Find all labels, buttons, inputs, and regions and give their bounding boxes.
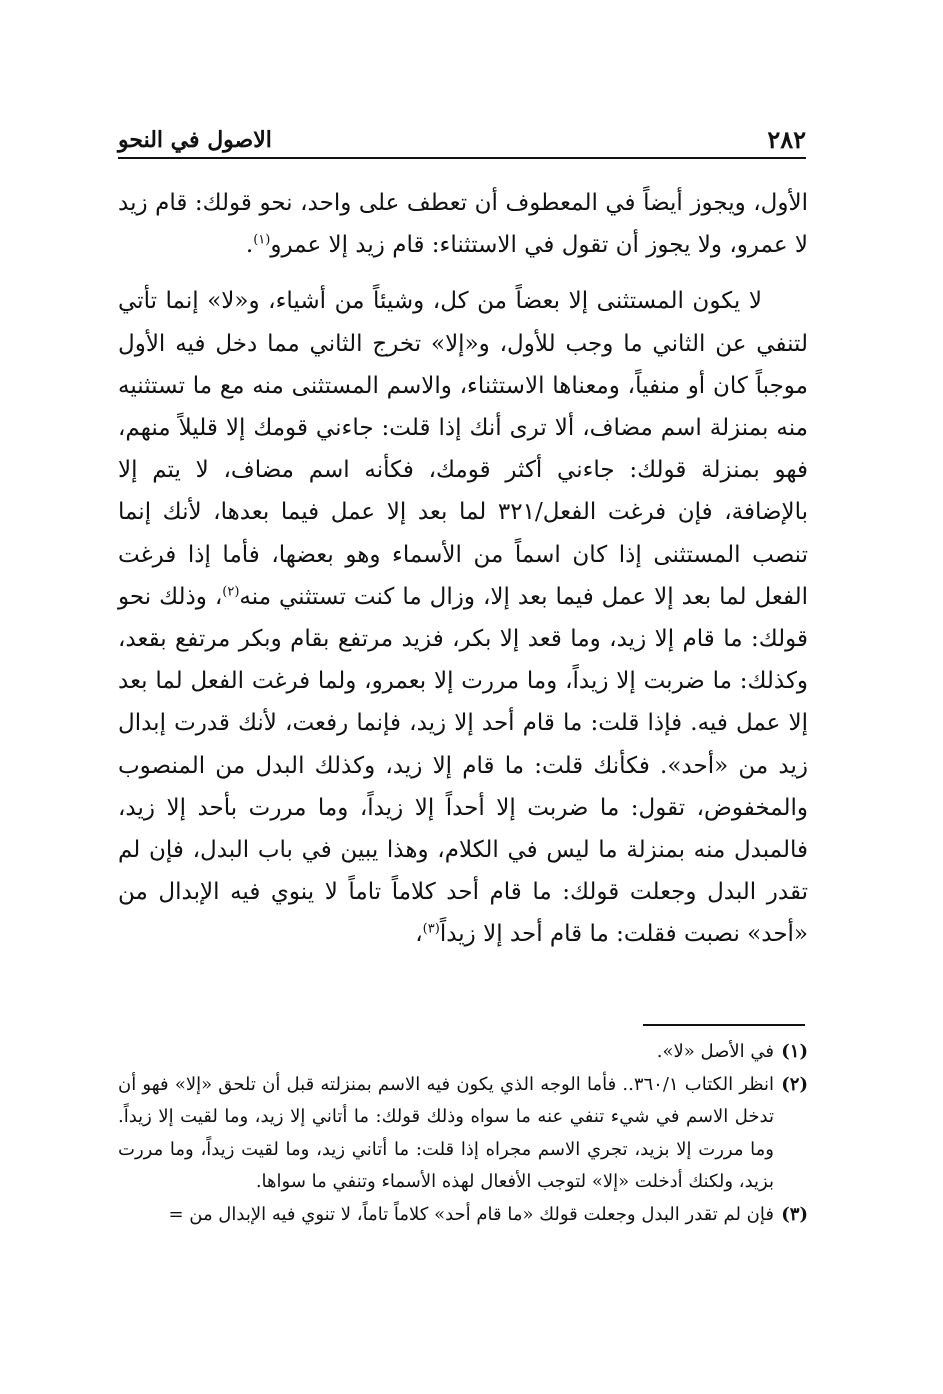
footnote — [118, 1199, 808, 1232]
footnote-number: (٢) — [781, 1073, 808, 1095]
footnote-divider — [643, 1024, 805, 1026]
footnote-number: (١) — [781, 1041, 808, 1062]
footnote-text: انظر الكتاب ٣٦٠/١.. فأما الوجه الذي يكون فيه الاسم بمنزلته قبل أن تلحق «إلا» فهو أن تدخل الاسم في شيء تنفي عنه ما سواه وذلك قولك: ما أتاني إلا زيد، وما لقيت إلا زيداً. وما مررت إلا بزيد، تجري الاسم مجراه إذا قلت: ما أتاني زيد، وما لقيت زيداً، وما مررت بزيد، ولكنك أدخلت «إلا» لتوجب الأفعال لهذه الأسماء وتنفي ما سواها. — [118, 1073, 774, 1192]
footnote-text: فإن لم تقدر البدل وجعلت قولك «ما قام أحد» كلاماً تاماً، لا تنوي فيه الإبدال من = — [168, 1203, 774, 1225]
footnotes — [118, 1036, 808, 1231]
footnote — [118, 1036, 808, 1069]
main-text — [118, 182, 808, 956]
footnote-text: في الأصل «لا». — [656, 1041, 774, 1062]
page-number: ٢٨٢ — [767, 125, 806, 154]
paragraph-text: الأول، ويجوز أيضاً في المعطوف أن تعطف على واحد، نحو قولك: قام زيد لا عمرو، ولا يجوز أن تقول في الاستثناء: قام زيد إلا عمرو — [118, 190, 808, 259]
paragraph-text: ، — [415, 921, 423, 948]
footnote-marker: (٣) — [422, 921, 440, 937]
footnote — [118, 1069, 808, 1199]
footnote-marker: (٢) — [222, 584, 240, 600]
running-title: الاصول في النحو — [118, 127, 272, 153]
paragraph-text: لا يكون المستثنى إلا بعضاً من كل، وشيئاً من أشياء، و«لا» إنما تأتي لتنفي عن الثاني ما وجب للأول، و«إلا» تخرج الثاني مما دخل فيه الأول موجباً كان أو منفياً، ومعناها الاستثناء، والاسم المستثنى منه مع ما تستثنيه منه بمنزلة اسم مضاف، ألا ترى أنك إذا قلت: جاءني قومك إلا قليلاً منهم، فهو بمنزلة قولك: جاءني أكثر قومك، فكأنه اسم مضاف، لا يتم إلا بالإضافة، فإن فرغت الفعل/٣٢١ لما بعد إلا عمل فيما بعدها، لأنك إنما تنصب المستثنى إذا كان اسماً من الأسماء وهو بعضها، فأما إذا فرغت الفعل لما بعد إلا عمل فيما بعد إلا، وزال ما كنت تستثني منه — [118, 288, 809, 610]
page-header — [118, 123, 806, 159]
footnote-marker: (١) — [253, 232, 271, 248]
footnote-number: (٣) — [781, 1203, 808, 1225]
paragraph — [118, 280, 808, 955]
paragraph-text: ، وذلك نحو قولك: ما قام إلا زيد، وما قعد إلا بكر، فزيد مرتفع بقام وبكر مرتفع بقعد، وكذلك: ما ضربت إلا زيداً، وما مررت إلا بعمرو، ولما فرغت الفعل لما بعد إلا عمل فيه. فإذا قلت: ما قام أحد إلا زيد، فإنما رفعت، لأنك قدرت إبدال زيد من «أحد». فكأنك قلت: ما قام إلا زيد، وكذلك البدل من المنصوب والمخفوض، تقول: ما ضربت إلا أحداً إلا زيداً، وما مررت بأحد إلا زيد، فالمبدل منه بمنزلة ما ليس في الكلام، وهذا يبين في باب البدل، فإن لم تقدر البدل وجعلت قولك: ما قام أحد كلاماً تاماً لا ينوي فيه الإبدال من «أحد» نصبت فقلت: ما قام أحد إلا زيداً — [118, 583, 808, 948]
paragraph: الأول، ويجوز أيضاً في المعطوف أن تعطف على واحد، نحو قولك: قام زيد لا عمرو، ولا يجوز أن تقول في الاستثناء: قام زيد إلا عمرو$^{(١)}$. — [118, 190, 808, 259]
